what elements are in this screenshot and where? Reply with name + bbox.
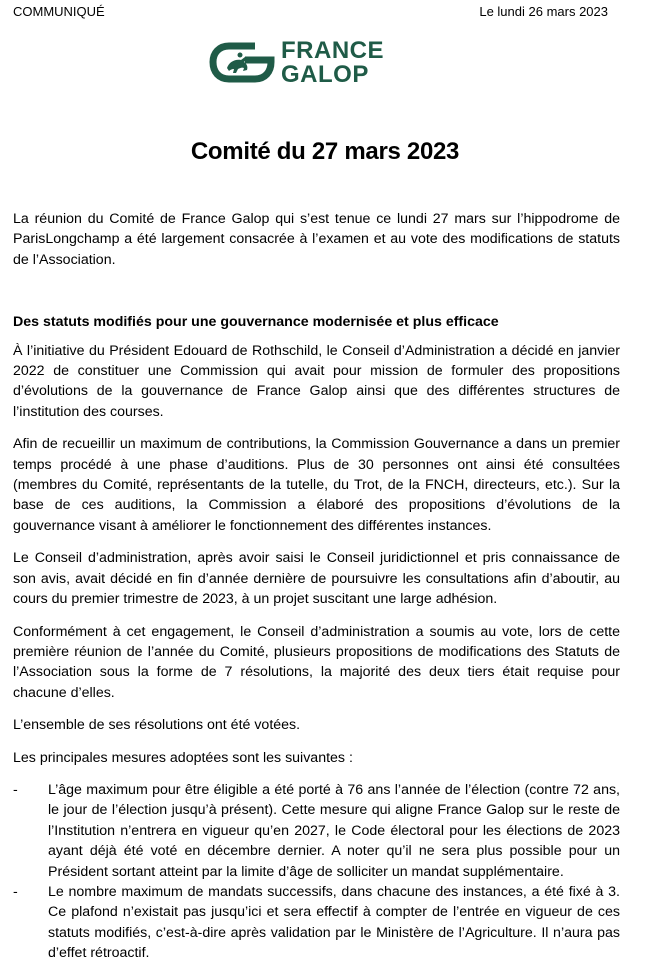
document-type: COMMUNIQUÉ	[13, 4, 105, 19]
bullet-dash: -	[13, 781, 18, 798]
intro-paragraph: La réunion du Comité de France Galop qui s’est tenue ce lundi 27 mars sur l’hippodrome de ParisLongchamp a été largement consacrée à l’examen et au vote des modifications de statuts de l’Association.	[13, 211, 620, 268]
measures-list	[13, 780, 620, 964]
logo-line-2: GALOP	[281, 61, 369, 88]
section-title: Des statuts modifiés pour une gouvernance modernisée et plus efficace	[13, 314, 499, 331]
logo-line-1: FRANCE	[281, 37, 384, 64]
document-title: Comité du 27 mars 2023	[190, 138, 460, 165]
paragraph: Afin de recueillir un maximum de contributions, la Commission Gouvernance a dans un premier temps procédé à une phase d’auditions. Plus de 30 personnes ont ainsi été consultées (membres du Comité, représentants de la tutelle, du Trot, de la FNCH, directeurs, etc.). Sur la base de ces auditions, la Commission a élaboré des propositions d’évolutions de la gouvernance visant à améliorer le fonctionnement des différentes instances.	[13, 436, 620, 534]
list-item	[13, 882, 620, 964]
document-date: Le lundi 26 mars 2023	[479, 4, 608, 19]
list-item-text: L’âge maximum pour être éligible a été porté à 76 ans l’année de l’élection (contre 72 ans, le jour de l’élection jusqu’à présent). Cette mesure qui aligne France Galop sur le reste de l’Institution n’entrera en vigueur qu’en 2027, le Code électoral pour les élections de 2023 ayant déjà été voté en décembre dernier. A noter qu’il ne sera plus possible pour un Président sortant atteint par la limite d’âge de solliciter un mandat supplémentaire.	[48, 781, 620, 880]
document-body	[13, 209, 620, 964]
paragraph: L’ensemble de ses résolutions ont été votées.	[13, 717, 301, 734]
list-item-text: Le nombre maximum de mandats successifs, dans chacune des instances, a été fixé à 3. Ce plafond n’existait pas jusqu’ici et sera effectif à compter de l’entrée en vigueur de ces statuts modifiés, c’est-à-dire après validation par le Ministère de l’Agriculture. Il n’aura pas d’effet rétroactif.	[48, 883, 620, 962]
list-item	[13, 780, 620, 882]
paragraph: Le Conseil d’administration, après avoir saisi le Conseil juridictionnel et pris connaissance de son avis, avait décidé en fin d’année dernière de poursuivre les consultations afin d’aboutir, au cours du premier trimestre de 2023, à un projet suscitant une large adhésion.	[13, 550, 620, 608]
paragraph: Les principales mesures adoptées sont les suivantes :	[13, 749, 353, 766]
bullet-dash: -	[13, 883, 18, 900]
paragraph: À l’initiative du Président Edouard de Rothschild, le Conseil d’Administration a décidé en janvier 2022 de constituer une Commission qui avait pour mission de formuler des propositions d’évolutions de la gouvernance de France Galop ainsi que des différentes structures de l’institution des courses.	[13, 342, 620, 420]
horse-logo-icon	[207, 38, 277, 88]
france-galop-logo	[207, 38, 439, 92]
paragraph: Conformément à cet engagement, le Conseil d’administration a soumis au vote, lors de cette première réunion de l’année du Comité, plusieurs propositions de modifications des Statuts de l’Association sous la forme de 7 résolutions, la majorité des deux tiers était requise pour chacune d’elles.	[13, 623, 620, 701]
